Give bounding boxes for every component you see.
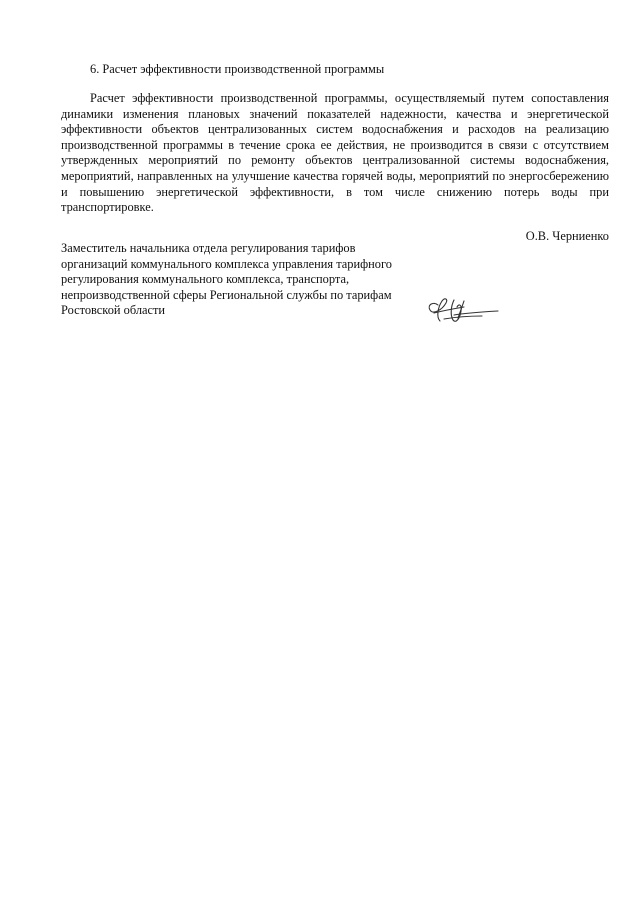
- body-paragraph: Расчет эффективности производственной программы, осуществляемый путем сопоставления динамики изменения плановых значений показателей надежности, качества и энергетической эффективности объектов централизованных систем водоснабжения и расходов на реализацию производственной программы в течение срока ее действия, не производится в связи с отсутствием утвержденных мероприятий по ремонту объектов централизованной системы водоснабжения, мероприятий, направленных на улучшение качества горячей воды, мероприятий по энергосбережению и повышению энергетической эффективности, в том числе снижению потерь воды при транспортировке.: [61, 91, 609, 215]
- signatory-position: [61, 241, 421, 319]
- position-line: регулирования коммунального комплекса, транспорта,: [61, 272, 350, 287]
- section-heading: 6. Расчет эффективности производственной программы: [90, 62, 385, 76]
- position-line: непроизводственной сферы Региональной службы по тарифам: [61, 287, 392, 302]
- signatory-name: О.В. Черниенко: [525, 229, 609, 243]
- position-line: Ростовской области: [61, 303, 166, 318]
- handwritten-signature-icon: [424, 291, 504, 327]
- position-line: организаций коммунального комплекса управления тарифного: [61, 256, 392, 271]
- position-line: Заместитель начальника отдела регулирования тарифов: [61, 241, 356, 255]
